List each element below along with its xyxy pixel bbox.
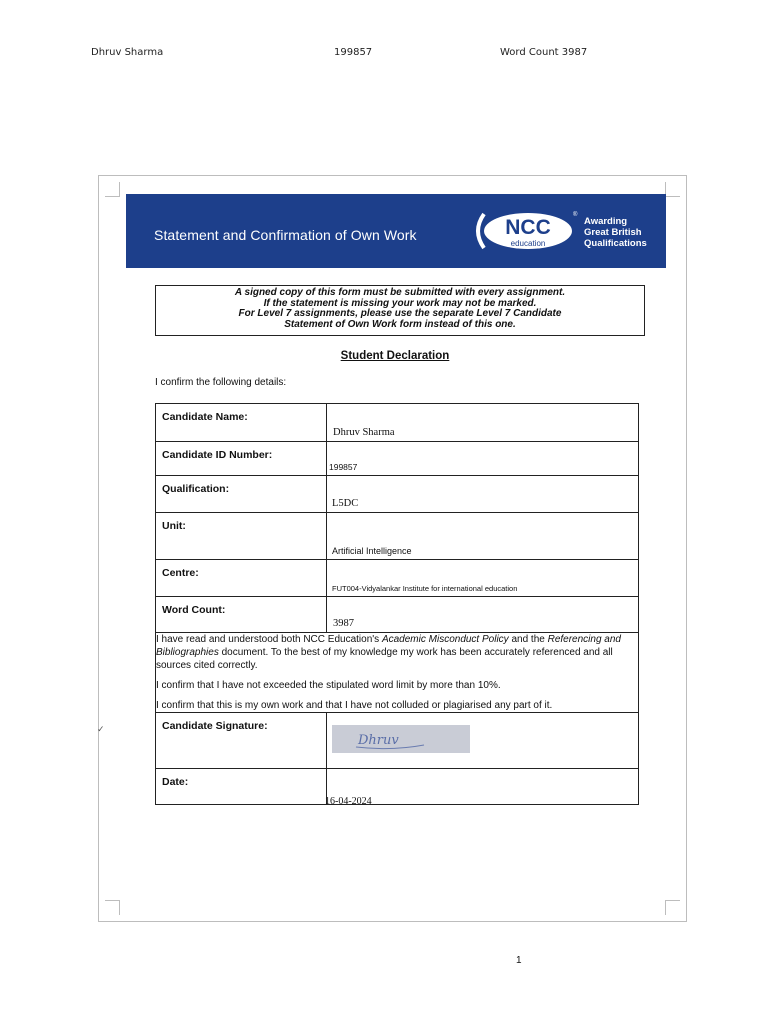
date-label: Date: <box>156 769 327 805</box>
signature-scribble <box>332 725 470 753</box>
header-name: Dhruv Sharma <box>91 47 164 58</box>
tagline-line: Awarding <box>584 216 628 227</box>
policy-title: Academic Misconduct Policy <box>381 634 509 645</box>
notice-line: For Level 7 assignments, please use the separate Level 7 Candidate <box>238 308 562 319</box>
row-declaration-statements <box>156 633 639 713</box>
word-count-value: 3987 <box>333 618 354 629</box>
row-centre <box>156 560 639 597</box>
declaration-paragraph-1: I have read and understood both NCC Education's Academic Misconduct Policy and the Referencing and Bibliographies document. To the best of my knowledge my work has been accurately referenced and all sources cited correctly. <box>156 634 621 671</box>
form-banner <box>126 194 666 268</box>
header-id: 199857 <box>334 47 373 58</box>
notice-line: Statement of Own Work form instead of this one. <box>284 318 516 330</box>
crop-mark-bottom-left <box>105 900 120 915</box>
row-unit <box>156 513 639 560</box>
row-qualification <box>156 476 639 513</box>
candidate-name-value: Dhruv Sharma <box>333 427 395 438</box>
ncc-logo-icon <box>470 208 582 254</box>
declaration-statements <box>156 633 639 713</box>
logo-text: NCC <box>505 216 551 239</box>
declaration-title: Student Declaration <box>340 350 450 362</box>
unit-cell[interactable] <box>327 513 639 560</box>
document-title: Referencing and Bibliographies <box>156 634 621 658</box>
crop-mark-top-right <box>665 182 680 197</box>
registered-mark: ® <box>573 212 578 218</box>
declaration-form-table <box>155 403 639 805</box>
date-value: 16-04-2024 <box>325 796 372 807</box>
page-number: 1 <box>516 955 522 966</box>
signature-text: Dhruv <box>358 733 399 748</box>
candidate-name-label: Candidate Name: <box>156 404 327 442</box>
tagline-line: Qualifications <box>584 238 647 249</box>
centre-label: Centre: <box>156 560 327 597</box>
submission-notice <box>155 285 645 336</box>
signature-cell[interactable] <box>327 713 639 769</box>
notice-line: If the statement is missing your work may not be marked. <box>263 297 537 309</box>
row-word-count <box>156 597 639 633</box>
declaration-paragraph-2: I confirm that I have not exceeded the stipulated word limit by more than 10%. <box>156 680 501 691</box>
qualification-label: Qualification: <box>156 476 327 513</box>
confirm-intro: I confirm the following details: <box>155 377 287 388</box>
date-cell[interactable] <box>327 769 639 805</box>
centre-cell[interactable] <box>327 560 639 597</box>
word-count-label: Word Count: <box>156 597 327 633</box>
qualification-cell[interactable] <box>327 476 639 513</box>
centre-value: FUT004-Vidyalankar Institute for international education <box>332 584 518 593</box>
candidate-id-cell[interactable] <box>327 442 639 476</box>
unit-label: Unit: <box>156 513 327 560</box>
candidate-id-label: Candidate ID Number: <box>156 442 327 476</box>
banner-title: Statement and Confirmation of Own Work <box>154 227 417 243</box>
unit-value: Artificial Intelligence <box>332 546 412 556</box>
candidate-id-value: 199857 <box>329 462 358 472</box>
logo-sub: education <box>510 239 546 248</box>
row-candidate-id <box>156 442 639 476</box>
notice-line: A signed copy of this form must be submitted with every assignment. <box>234 287 566 298</box>
tagline-line: Great British <box>584 227 642 238</box>
row-candidate-name <box>156 404 639 442</box>
word-count-cell[interactable] <box>327 597 639 633</box>
candidate-name-cell[interactable] <box>327 404 639 442</box>
row-signature <box>156 713 639 769</box>
crop-mark-bottom-right <box>665 900 680 915</box>
qualification-value: L5DC <box>332 498 359 509</box>
signature-image <box>332 725 470 753</box>
row-date <box>156 769 639 805</box>
crop-mark-top-left <box>105 182 120 197</box>
ncc-tagline <box>584 216 647 249</box>
declaration-paragraph-3: I confirm that this is my own work and that I have not colluded or plagiarised any part of it. <box>156 700 553 711</box>
header-word-count: Word Count 3987 <box>500 47 588 58</box>
check-mark-icon: ✓ <box>97 724 105 734</box>
signature-label: Candidate Signature: <box>156 713 327 769</box>
